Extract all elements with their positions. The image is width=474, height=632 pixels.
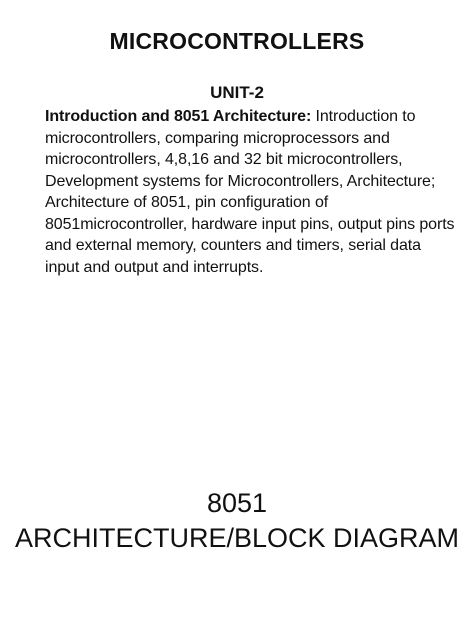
unit-heading: UNIT-2: [210, 83, 264, 102]
section-title-line-2: ARCHITECTURE/BLOCK DIAGRAM: [14, 523, 460, 553]
syllabus-body: Introduction to microcontrollers, comparing microprocessors and microcontrollers, 4,8,16 and 32 bit microcontrollers, Development systems for Microcontrollers, Architecture; Architecture of 8051, pin configuration of 8051microcontroller, hardware input pins, output pins ports and external memory, counters and timers, serial data input and output and interrupts.: [45, 108, 455, 276]
section-title-line-1: 8051: [206, 488, 268, 518]
syllabus-paragraph: [45, 106, 455, 278]
page-title: MICROCONTROLLERS: [109, 28, 365, 54]
section-title: [0, 486, 474, 556]
syllabus-lead: Introduction and 8051 Architecture:: [45, 108, 312, 125]
